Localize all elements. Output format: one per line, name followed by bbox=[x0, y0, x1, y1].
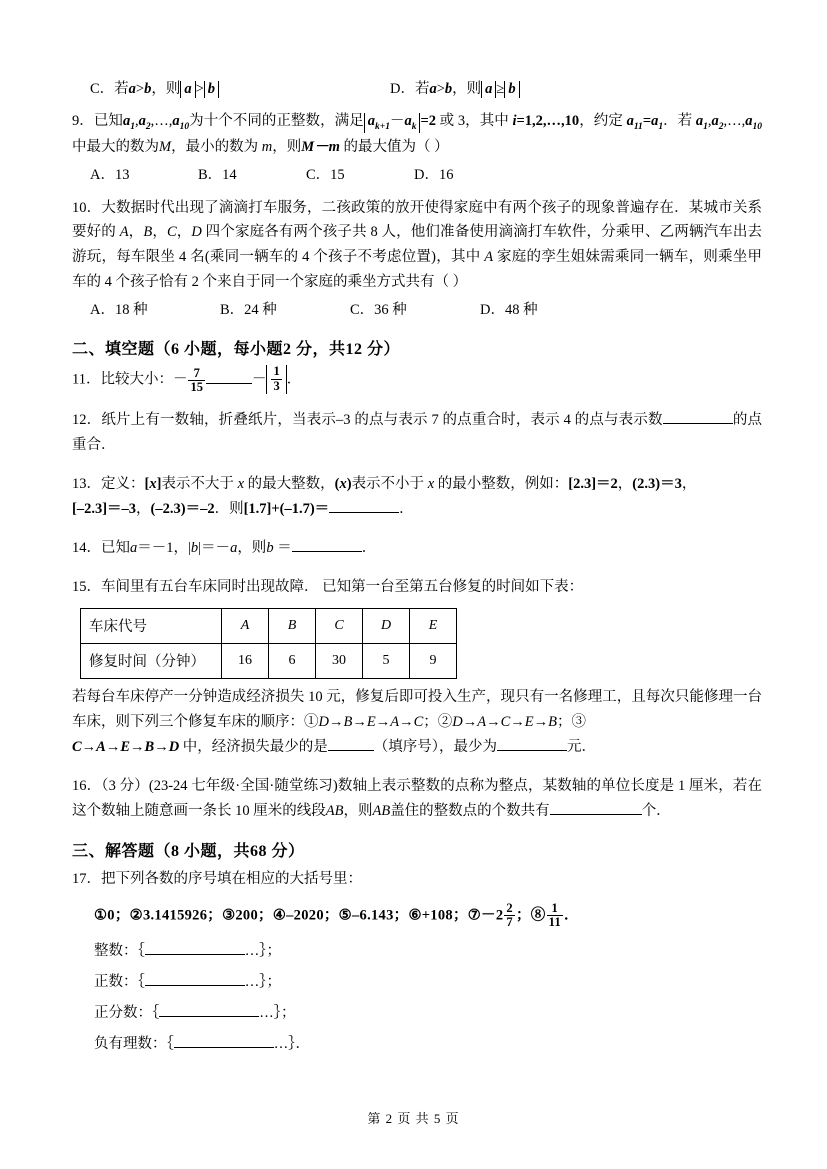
category-tail-positives: …｝； bbox=[244, 973, 281, 990]
question-9-options bbox=[90, 164, 762, 187]
cell-code-c: C bbox=[316, 608, 363, 643]
question-9-number: 9． bbox=[72, 113, 94, 130]
question-16: 16．（3 分）(23-24 七年级·全国·随堂练习)数轴上表示整数的点称为整点，某数轴的单位长度是 1 厘米，若在这个数轴上随意画一条长 10 厘米的线段AB，则AB盖住的整数点的个数共有 个． bbox=[72, 777, 763, 819]
q10-option-b: B．24 种 bbox=[220, 302, 277, 319]
category-label-positives: 正数：｛ bbox=[94, 973, 145, 990]
question-15-para2: C→A→E→B→D 中，经济损失最少的是 （填序号），最少为 元． bbox=[72, 735, 762, 760]
cell-time-e: 9 bbox=[410, 643, 457, 678]
top-options-row bbox=[90, 78, 762, 101]
question-11: 11．比较大小：－ $\frac{7}{15}$ － $\frac{1}{3}$ ． bbox=[72, 364, 302, 394]
category-label-negative-rationals: 负有理数：｛ bbox=[94, 1035, 174, 1052]
section-3-title: 三、解答题（8 小题，共68 分） bbox=[72, 842, 305, 860]
question-10-number: 10． bbox=[72, 199, 102, 216]
section-2-title: 二、填空题（6 小题，每小题2 分，共12 分） bbox=[72, 341, 401, 359]
page-content bbox=[72, 78, 762, 1053]
question-12-number: 12． bbox=[72, 412, 102, 429]
q15-answer-blank-order[interactable] bbox=[328, 735, 374, 751]
q10-option-c: C．36 种 bbox=[350, 302, 407, 319]
question-15-para1: 若每台车床停产一分钟造成经济损失 10 元，修复后即可投入生产，现只有一名修理工，且每次只能修理一台车床，则下列三个修复车床的顺序：①D→B→E→A→C；②D→A→C→E→B；③ bbox=[72, 688, 762, 730]
q16-answer-blank[interactable] bbox=[550, 799, 642, 815]
question-16-number: 16． bbox=[72, 777, 102, 794]
table-row bbox=[81, 608, 457, 643]
page-footer: 第 2 页 共 5 页 bbox=[367, 1111, 460, 1126]
q10-option-a: A．18 种 bbox=[90, 302, 148, 319]
row-label-code: 车床代号 bbox=[81, 608, 222, 643]
cell-code-e: E bbox=[410, 608, 457, 643]
q9-option-a: A．13 bbox=[90, 167, 130, 184]
fraction-1-11: $\frac{1}{11}$ bbox=[548, 900, 561, 929]
question-10: 10．大数据时代出现了滴滴打车服务，二孩政策的放开使得家庭中有两个孩子的现象普遍存在．某城市关系要好的 A，B，C，D 四个家庭各有两个孩子共 8 人，他们准备使用滴滴打车软件，分乘甲、乙两辆汽车出去游玩，每车限坐 4 名(乘同一辆车的 4 个孩子不考虑位置)，其中 A 家庭的孪生姐妹需乘同一辆车，则乘坐甲车的 4 个孩子恰有 2 个来自于同一个家庭的乘坐方式共有（ ） bbox=[72, 199, 763, 291]
category-label-positive-fractions: 正分数：｛ bbox=[94, 1004, 160, 1021]
question-11-number: 11． bbox=[72, 371, 101, 388]
option-d: D．若a>b，则 a ≥ b bbox=[390, 78, 520, 101]
q13-answer-blank[interactable] bbox=[329, 498, 399, 514]
question-14: 14．已知a＝－1，|b|＝－a，则b ＝ ． bbox=[72, 536, 762, 561]
category-tail-negative-rationals: …｝． bbox=[273, 1035, 310, 1052]
category-negative-rationals bbox=[94, 1032, 762, 1053]
question-17-numbers: ①0；②3.1415926；③200；④–2020；⑤–6.143；⑥+108；⑦－2 $\frac{2}{7}$ ；⑧ $\frac{1}{11}$ ． bbox=[94, 900, 579, 929]
q9-option-d: D．16 bbox=[414, 167, 454, 184]
abs-1-3: $\frac{1}{3}$ bbox=[266, 365, 286, 394]
category-blank-integers[interactable] bbox=[145, 954, 245, 955]
cell-time-c: 30 bbox=[316, 643, 363, 678]
q9-option-c: C．15 bbox=[306, 167, 345, 184]
cell-code-b: B bbox=[269, 608, 316, 643]
question-15-number: 15． bbox=[72, 578, 101, 595]
q11-answer-blank[interactable] bbox=[206, 368, 252, 384]
category-blank-positive-fractions[interactable] bbox=[159, 1016, 259, 1017]
q10-option-d: D．48 种 bbox=[480, 302, 538, 319]
cell-code-a: A bbox=[222, 608, 269, 643]
fraction-7-15: $\frac{7}{15}$ bbox=[190, 365, 203, 394]
option-c: C．若a>b，则 a > b bbox=[90, 78, 390, 101]
cell-code-d: D bbox=[363, 608, 410, 643]
fraction-2-7: $\frac{2}{7}$ bbox=[506, 900, 513, 929]
question-13: 13．定义：[x]表示不大于 x 的最大整数，(x)表示不小于 x 的最小整数，例如：[2.3]＝2，(2.3)＝3， bbox=[72, 476, 697, 493]
cell-time-a: 16 bbox=[222, 643, 269, 678]
question-15: 15．车间里有五台车床同时出现故障． 已知第一台至第五台修复的时间如下表： bbox=[72, 578, 584, 595]
question-12: 12．纸片上有一数轴，折叠纸片，当表示–3 的点与表示 7 的点重合时，表示 4 的点与表示数 的点重合． bbox=[72, 408, 762, 458]
category-tail-positive-fractions: …｝； bbox=[259, 1004, 296, 1021]
cell-time-b: 6 bbox=[269, 643, 316, 678]
question-13-number: 13． bbox=[72, 476, 101, 493]
q9-option-b: B．14 bbox=[198, 167, 237, 184]
question-14-number: 14． bbox=[72, 540, 101, 557]
q15-answer-blank-amount[interactable] bbox=[497, 735, 567, 751]
q14-answer-blank[interactable] bbox=[292, 537, 362, 553]
machine-repair-table bbox=[80, 608, 457, 679]
question-17-number: 17． bbox=[72, 870, 101, 887]
q12-answer-blank[interactable] bbox=[663, 409, 733, 425]
category-blank-positives[interactable] bbox=[145, 985, 245, 986]
category-positives bbox=[94, 970, 762, 991]
row-label-time: 修复时间（分钟） bbox=[81, 643, 222, 678]
question-10-options bbox=[90, 299, 762, 322]
table-row bbox=[81, 643, 457, 678]
category-integers bbox=[94, 939, 762, 960]
category-label-integers: 整数：｛ bbox=[94, 942, 145, 959]
category-positive-fractions bbox=[94, 1001, 762, 1022]
question-13-line2: [–2.3]＝–3，(–2.3)＝–2．则[1.7]+(–1.7)＝ ． bbox=[72, 497, 762, 522]
category-blank-negative-rationals[interactable] bbox=[174, 1047, 274, 1048]
question-17: 17．把下列各数的序号填在相应的大括号里： bbox=[72, 870, 362, 887]
category-tail-integers: …｝； bbox=[244, 942, 281, 959]
question-9: 9．已知$a_1,a_2,\dots,a_{10}$为十个不同的正整数，满足 $a_{k+1}-a_k =2$ 或 3，其中 i=1,2,…,10，约定 $a_{11}=a_1$．若 $a_1,a_2,\dots,a_{10}$中最大的数为M，最小的数为 m，则M－m 的最大值为（ ） bbox=[72, 113, 763, 156]
cell-time-d: 5 bbox=[363, 643, 410, 678]
